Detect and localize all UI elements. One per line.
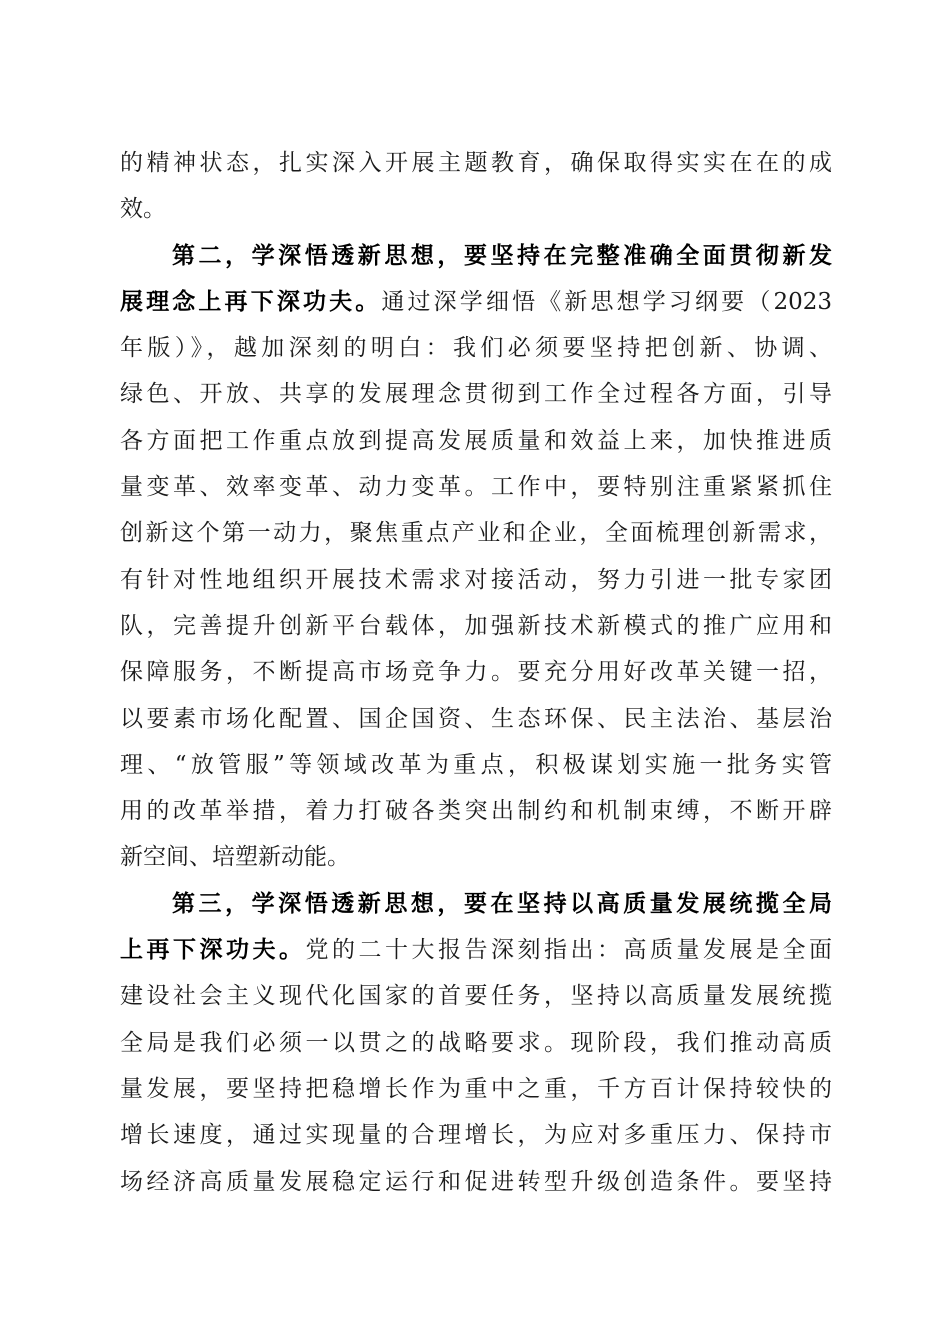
- bold-heading: 第三，学深悟透新思想，要在坚持以高质量发展统揽全局: [172, 889, 832, 917]
- text-line: 的精神状态，扎实深入开展主题教育，确保取得实实在在的成: [120, 150, 832, 176]
- paragraph-2: [120, 233, 832, 881]
- text-line: 效。: [120, 196, 166, 223]
- text-line: 量发展，要坚持把稳增长作为重中之重，千方百计保持较快的: [120, 1075, 832, 1102]
- text-line: 全局是我们必须一以贯之的战略要求。现阶段，我们推动高质: [120, 1029, 832, 1056]
- document-body: [120, 140, 832, 1205]
- text-line: 建设社会主义现代化国家的首要任务，坚持以高质量发展统揽: [120, 983, 832, 1010]
- bold-heading: 上再下深功夫。: [120, 936, 306, 964]
- text-line: [120, 881, 832, 927]
- text-line: 用的改革举措，着力打破各类突出制约和机制束缚，不断开辟: [120, 798, 832, 825]
- text-line: 增长速度，通过实现量的合理增长，为应对多重压力、保持市: [120, 1122, 832, 1149]
- text-line: 队，完善提升创新平台载体，加强新技术新模式的推广应用和: [120, 612, 832, 639]
- text-line: 创新这个第一动力，聚焦重点产业和企业，全面梳理创新需求，: [120, 520, 832, 547]
- bold-heading: 展理念上再下深功夫。: [120, 287, 382, 315]
- text-line: 理、“放管服”等领域改革为重点，积极谋划实施一批务实管: [120, 751, 832, 778]
- text-line: 年版）》，越加深刻的明白：我们必须要坚持把创新、协调、: [120, 335, 832, 362]
- text-line: 绿色、开放、共享的发展理念贯彻到工作全过程各方面，引导: [120, 381, 832, 408]
- text-line: 各方面把工作重点放到提高发展质量和效益上来，加快推进质: [120, 427, 832, 454]
- text-line: [120, 233, 832, 279]
- text-line: 量变革、效率变革、动力变革。工作中，要特别注重紧紧抓住: [120, 474, 832, 501]
- text-line: 场经济高质量发展稳定运行和促进转型升级创造条件。要坚持: [120, 1168, 832, 1195]
- paragraph-1: [120, 140, 832, 233]
- paragraph-3: [120, 881, 832, 1205]
- text-line: 展理念上再下深功夫。通过深学细悟《新思想学习纲要（2023: [120, 287, 832, 315]
- bold-heading: 第二，学深悟透新思想，要坚持在完整准确全面贯彻新发: [172, 241, 832, 269]
- text-line: 上再下深功夫。党的二十大报告深刻指出：高质量发展是全面: [120, 936, 832, 964]
- text-line: 以要素市场化配置、国企国资、生态环保、民主法治、基层治: [120, 705, 832, 732]
- text-line: 保障服务，不断提高市场竞争力。要充分用好改革关键一招，: [120, 659, 832, 686]
- text-line: 有针对性地组织开展技术需求对接活动，努力引进一批专家团: [120, 566, 832, 593]
- text-line: 新空间、培塑新动能。: [120, 844, 350, 871]
